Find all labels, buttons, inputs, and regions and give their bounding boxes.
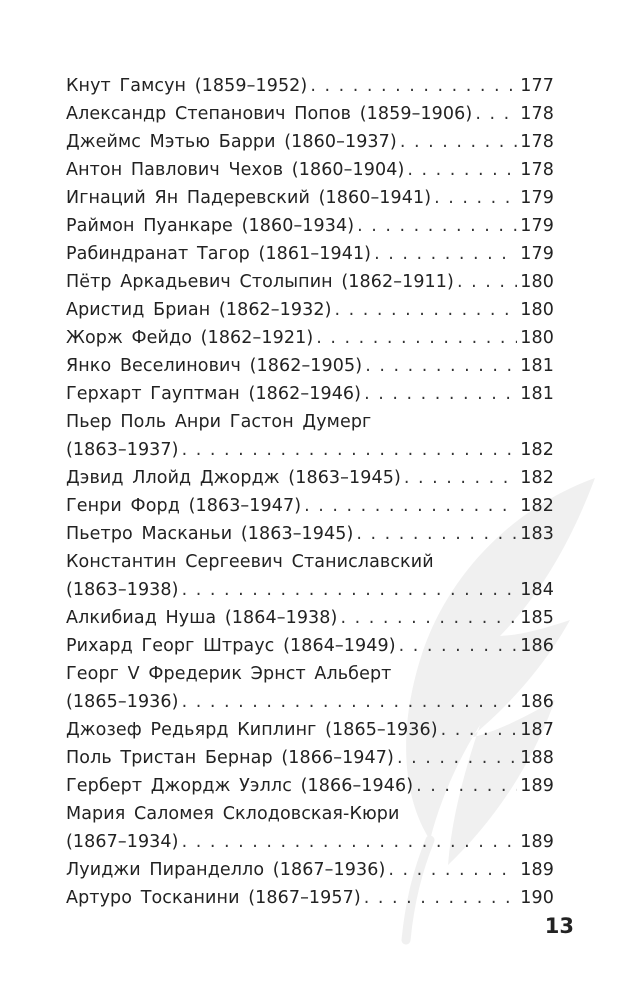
toc-entry bbox=[66, 548, 554, 604]
dot-leader bbox=[357, 212, 517, 240]
toc-entry-title: Луиджи Пиранделло (1867–1936) bbox=[66, 860, 386, 880]
toc-entry-page: 181 bbox=[520, 384, 554, 404]
toc-entry-title-line1: Мария Саломея Склодовская-Кюри bbox=[66, 804, 400, 824]
dot-leader bbox=[399, 632, 518, 660]
toc-entry-page: 180 bbox=[520, 300, 554, 320]
toc-entry-page: 186 bbox=[520, 692, 554, 712]
toc-entry bbox=[66, 240, 554, 268]
toc-entry bbox=[66, 380, 554, 408]
toc-entry bbox=[66, 520, 554, 548]
dot-leader bbox=[340, 604, 517, 632]
dot-leader bbox=[335, 296, 518, 324]
toc-entry-title: Рихард Георг Штраус (1864–1949) bbox=[66, 636, 396, 656]
toc-entry-title: Герберт Джордж Уэллс (1866–1946) bbox=[66, 776, 414, 796]
toc-entry-line2 bbox=[66, 436, 554, 464]
toc-entry bbox=[66, 884, 554, 912]
toc-entry bbox=[66, 268, 554, 296]
toc-entry bbox=[66, 660, 554, 716]
dot-leader bbox=[441, 716, 518, 744]
dot-leader bbox=[434, 184, 517, 212]
toc-entry bbox=[66, 72, 554, 100]
dot-leader bbox=[397, 744, 517, 772]
toc-entry-page: 189 bbox=[520, 776, 554, 796]
toc-entry-page: 178 bbox=[520, 104, 554, 124]
dot-leader bbox=[404, 464, 517, 492]
dot-leader bbox=[416, 772, 517, 800]
dot-leader bbox=[388, 856, 517, 884]
dot-leader bbox=[374, 240, 517, 268]
toc-entry-title: Пётр Аркадьевич Столыпин (1862–1911) bbox=[66, 272, 454, 292]
toc-entry-page: 180 bbox=[520, 272, 554, 292]
dot-leader bbox=[356, 520, 517, 548]
dot-leader bbox=[364, 884, 518, 912]
toc-entry-title: Аристид Бриан (1862–1932) bbox=[66, 300, 332, 320]
toc-entry bbox=[66, 212, 554, 240]
toc-entry-title: Александр Степанович Попов (1859–1906) bbox=[66, 104, 473, 124]
toc-entry-page: 189 bbox=[520, 860, 554, 880]
dot-leader bbox=[304, 492, 517, 520]
toc-entry-title: Дэвид Ллойд Джордж (1863–1945) bbox=[66, 468, 401, 488]
toc-entry-title: Рабиндранат Тагор (1861–1941) bbox=[66, 244, 372, 264]
toc-entry-title: Раймон Пуанкаре (1860–1934) bbox=[66, 216, 355, 236]
toc-entry-page: 179 bbox=[520, 216, 554, 236]
toc-entry-page: 187 bbox=[520, 720, 554, 740]
toc-entry-page: 179 bbox=[520, 244, 554, 264]
dot-leader bbox=[457, 268, 517, 296]
toc-entry bbox=[66, 352, 554, 380]
toc-entry-title: Джозеф Редьярд Киплинг (1865–1936) bbox=[66, 720, 438, 740]
toc-entry bbox=[66, 408, 554, 464]
toc-entry-title-line2: (1865–1936) bbox=[66, 692, 179, 712]
toc-entry-page: 182 bbox=[520, 440, 554, 460]
toc-entry-title: Антон Павлович Чехов (1860–1904) bbox=[66, 160, 405, 180]
toc-entry-page: 183 bbox=[520, 524, 554, 544]
toc-entry-page: 188 bbox=[520, 748, 554, 768]
toc-entry-title: Жорж Фейдо (1862–1921) bbox=[66, 328, 314, 348]
dot-leader bbox=[182, 688, 518, 716]
dot-leader bbox=[316, 324, 517, 352]
dot-leader bbox=[400, 128, 517, 156]
toc-entry bbox=[66, 464, 554, 492]
dot-leader bbox=[182, 436, 518, 464]
toc-entry bbox=[66, 128, 554, 156]
toc-entry bbox=[66, 492, 554, 520]
toc-entry bbox=[66, 856, 554, 884]
toc-entry-title: Генри Форд (1863–1947) bbox=[66, 496, 302, 516]
dot-leader bbox=[364, 380, 517, 408]
toc-entry bbox=[66, 184, 554, 212]
toc-entry-title-line2: (1863–1937) bbox=[66, 440, 179, 460]
page-number: 13 bbox=[544, 914, 574, 938]
toc-entry-title-line1: Константин Сергеевич Станиславский bbox=[66, 552, 434, 572]
toc-entry-page: 182 bbox=[520, 468, 554, 488]
toc-entry-title-line1: Пьер Поль Анри Гастон Думерг bbox=[66, 412, 372, 432]
toc-entry-title-line2: (1867–1934) bbox=[66, 832, 179, 852]
toc-entry-title: Герхарт Гауптман (1862–1946) bbox=[66, 384, 362, 404]
toc-entry-page: 177 bbox=[520, 76, 554, 96]
toc-entry bbox=[66, 632, 554, 660]
toc-entry-title-line2: (1863–1938) bbox=[66, 580, 179, 600]
toc-entry-title: Кнут Гамсун (1859–1952) bbox=[66, 76, 308, 96]
toc-entry-title: Игнаций Ян Падеревский (1860–1941) bbox=[66, 188, 432, 208]
dot-leader bbox=[475, 100, 517, 128]
toc-entry bbox=[66, 156, 554, 184]
toc-entry-title: Янко Веселинович (1862–1905) bbox=[66, 356, 363, 376]
toc-entry-title: Пьетро Масканьи (1863–1945) bbox=[66, 524, 354, 544]
dot-leader bbox=[182, 576, 518, 604]
toc-entry-page: 189 bbox=[520, 832, 554, 852]
toc-entry-title: Артуро Тосканини (1867–1957) bbox=[66, 888, 361, 908]
toc-entry bbox=[66, 800, 554, 856]
toc-entry-page: 178 bbox=[520, 132, 554, 152]
toc-entry-title: Джеймс Мэтью Барри (1860–1937) bbox=[66, 132, 397, 152]
toc-entry-page: 181 bbox=[520, 356, 554, 376]
toc-entry-line2 bbox=[66, 688, 554, 716]
dot-leader bbox=[407, 156, 517, 184]
toc-entry-line2 bbox=[66, 576, 554, 604]
toc-entry-page: 186 bbox=[520, 636, 554, 656]
toc-entry-page: 185 bbox=[520, 608, 554, 628]
toc-entry-page: 182 bbox=[520, 496, 554, 516]
toc-entry bbox=[66, 100, 554, 128]
toc-entry-page: 178 bbox=[520, 160, 554, 180]
toc-entry bbox=[66, 716, 554, 744]
toc-entry bbox=[66, 772, 554, 800]
table-of-contents bbox=[66, 72, 554, 912]
toc-entry-title: Алкибиад Нуша (1864–1938) bbox=[66, 608, 338, 628]
toc-entry bbox=[66, 604, 554, 632]
toc-entry-page: 190 bbox=[520, 888, 554, 908]
dot-leader bbox=[182, 828, 518, 856]
toc-entry-title-line1: Георг V Фредерик Эрнст Альберт bbox=[66, 664, 392, 684]
toc-entry-title: Поль Тристан Бернар (1866–1947) bbox=[66, 748, 394, 768]
toc-entry-page: 179 bbox=[520, 188, 554, 208]
dot-leader bbox=[365, 352, 517, 380]
toc-entry bbox=[66, 744, 554, 772]
toc-entry bbox=[66, 296, 554, 324]
toc-entry bbox=[66, 324, 554, 352]
dot-leader bbox=[310, 72, 517, 100]
toc-entry-page: 184 bbox=[520, 580, 554, 600]
toc-entry-page: 180 bbox=[520, 328, 554, 348]
toc-entry-line2 bbox=[66, 828, 554, 856]
